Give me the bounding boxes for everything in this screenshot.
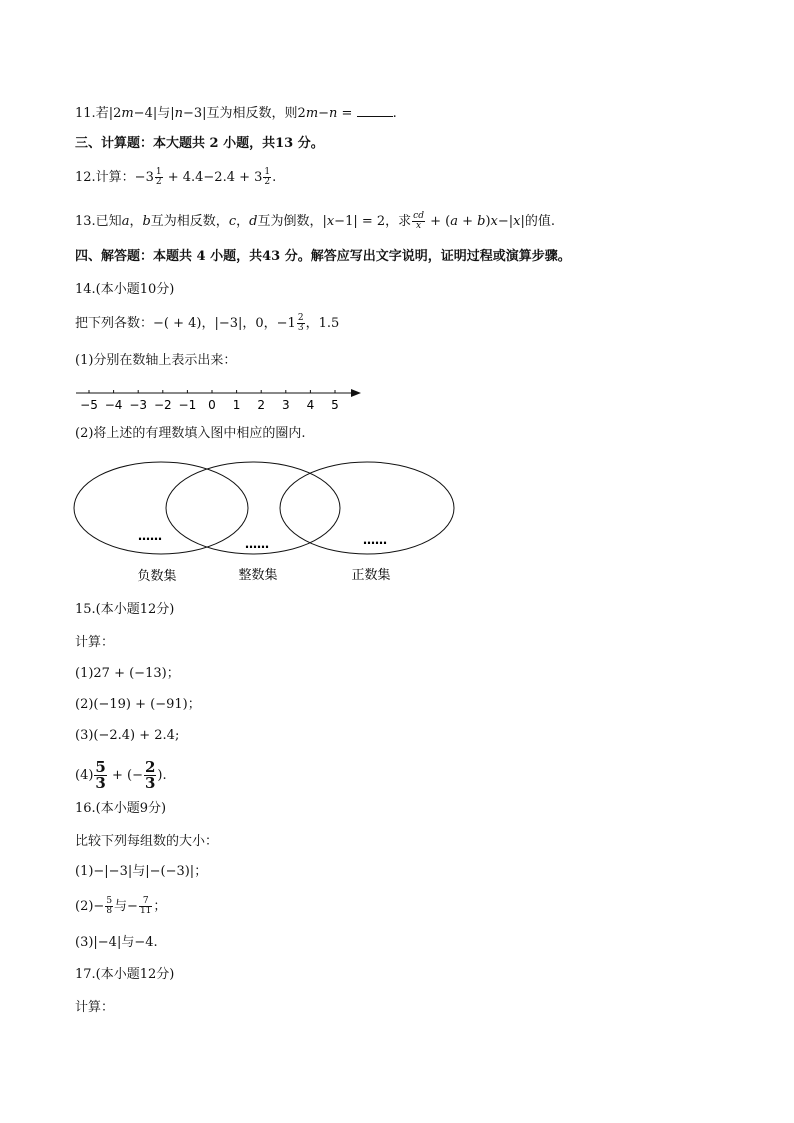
q15-part4: (4) $\frac{5}{3}$ + (− $\frac{2}{3}$ ). xyxy=(75,758,167,792)
q15-part2: (2)(−19) + (−91)； xyxy=(75,697,201,712)
number-line xyxy=(70,382,370,416)
venn-label-negative: 负数集 xyxy=(137,569,177,584)
fraction: $\frac{5}{8}$ xyxy=(106,896,113,916)
q15-part3: (3)(−2.4) + 2.4; xyxy=(75,728,180,743)
number-line-label: 5 xyxy=(331,398,339,412)
q16-part1: (1)−|−3|与|−(−3)|； xyxy=(75,864,208,879)
venn-label-positive: 正数集 xyxy=(351,568,391,583)
q16-intro: 比较下列每组数的大小： xyxy=(75,834,219,849)
q16-part3: (3)|−4|与−4. xyxy=(75,935,158,950)
q14-header: 14.(本小题10分) xyxy=(75,282,175,297)
number-line-label: −1 xyxy=(178,398,197,412)
question-12: 12.计算：−3 $\frac{1}{2}$ + 4.4−2.4 + 3 $\frac{1}{2}$ . xyxy=(75,167,277,187)
fraction: $\frac{2}{3}$ xyxy=(297,313,304,333)
venn-dots-integer: …… xyxy=(245,537,269,551)
q15-header: 15.(本小题12分) xyxy=(75,602,175,617)
section-4-heading: 四、解答题：本题共 4 小题，共43 分。解答应写出文字说明，证明过程或演算步骤。 xyxy=(75,249,571,264)
fraction: $\frac{2}{3}$ xyxy=(144,758,156,792)
number-line-label: 3 xyxy=(281,398,290,412)
q16-part2: (2)− $\frac{5}{8}$ 与− $\frac{7}{11}$ ； xyxy=(75,896,167,916)
fraction: $\frac{cd}{x}$ xyxy=(413,211,424,231)
number-line-label: −2 xyxy=(153,398,172,412)
section-3-heading: 三、计算题：本大题共 2 小题，共13 分。 xyxy=(75,136,324,151)
q14-part1: (1)分别在数轴上表示出来： xyxy=(75,353,237,368)
fraction: $\frac{5}{3}$ xyxy=(95,758,106,792)
fraction: $\frac{1}{2}$ xyxy=(264,167,271,187)
number-line-label: −5 xyxy=(80,398,98,412)
q15-part1: (1)27 + (−13)； xyxy=(75,666,180,681)
question-13: 13.已知a，b互为相反数，c，d互为倒数，|x−1| = 2，求 $\frac{cd}{x}$ + (a + b)x−|x|的值. xyxy=(75,211,556,231)
number-line-label: 4 xyxy=(306,398,315,412)
q14-intro: 把下列各数：−( + 4)，|−3|，0，−1 $\frac{2}{3}$ ，1.5 xyxy=(75,313,340,333)
fraction: $\frac{1}{2}$ xyxy=(155,167,162,187)
venn-dots-negative: …… xyxy=(138,529,162,543)
number-line-label: 2 xyxy=(257,398,266,412)
number-line-label: 1 xyxy=(232,398,241,412)
number-line-label: 0 xyxy=(208,398,216,412)
q17-intro: 计算： xyxy=(75,1000,115,1015)
fraction: $\frac{7}{11}$ xyxy=(139,896,152,916)
number-line-label: −3 xyxy=(129,398,148,412)
q15-intro: 计算： xyxy=(75,635,115,650)
venn-dots-positive: …… xyxy=(363,533,387,547)
q17-header: 17.(本小题12分) xyxy=(75,967,175,982)
q11-number: 11. xyxy=(75,106,96,121)
q14-part2: (2)将上述的有理数填入图中相应的圈内. xyxy=(75,426,306,441)
venn-label-integer: 整数集 xyxy=(238,568,278,583)
number-line-label: −4 xyxy=(104,398,123,412)
question-11: 11.若|2m−4|与|n−3|互为相反数，则2m−n = . xyxy=(75,106,397,121)
q16-header: 16.(本小题9分) xyxy=(75,801,167,816)
answer-blank xyxy=(357,104,393,117)
venn-diagram xyxy=(70,458,460,592)
arrow-right-icon xyxy=(351,389,361,397)
